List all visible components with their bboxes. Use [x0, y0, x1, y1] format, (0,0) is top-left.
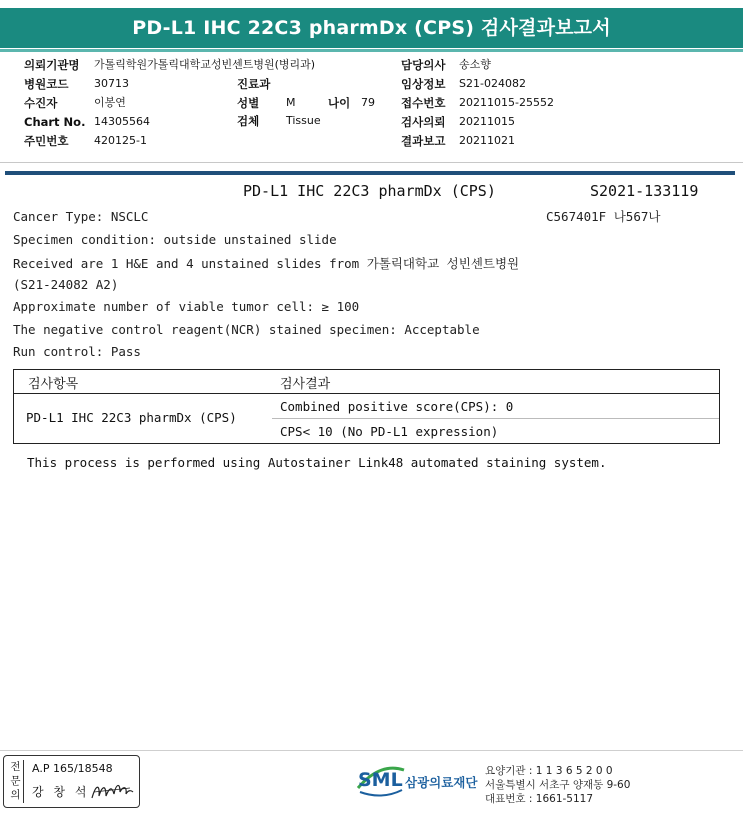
- chart-label: Chart No.: [24, 115, 86, 129]
- org-code: 요양기관 : 1 1 3 6 5 2 0 0: [485, 765, 613, 777]
- block-id: C567401F 나567나: [546, 209, 661, 224]
- section-rule: [5, 171, 735, 175]
- specialist-label: 전문의: [8, 760, 24, 803]
- department-label: 진료과: [237, 77, 271, 91]
- age-label: 나이: [328, 96, 351, 110]
- signature-image: [90, 778, 134, 804]
- cps-score: Combined positive score(CPS): 0: [280, 399, 514, 414]
- age-value: 79: [361, 96, 375, 109]
- negative-control: The negative control reagent(NCR) stained specimen: Acceptable: [13, 322, 480, 337]
- sex-value: M: [286, 96, 296, 109]
- hospital-code-label: 병원코드: [24, 77, 69, 91]
- hospital-code-value: 30713: [94, 77, 129, 90]
- received-reference: (S21-24082 A2): [13, 277, 119, 292]
- doctor-value: 송소향: [459, 58, 491, 71]
- receipt-label: 접수번호: [401, 96, 446, 110]
- process-note: This process is performed using Autostainer Link48 automated staining system.: [27, 455, 607, 470]
- viable-tumor-cells: Approximate number of viable tumor cell: ≥ 100: [13, 299, 360, 314]
- cps-interpretation: CPS< 10 (No PD-L1 expression): [280, 424, 499, 439]
- org-phone: 대표번호 : 1661-5117: [485, 793, 594, 805]
- clinical-value: S21-024082: [459, 77, 526, 90]
- test-item: PD-L1 IHC 22C3 pharmDx (CPS): [26, 410, 237, 425]
- patient-value: 이봉연: [94, 96, 126, 109]
- col-item-header: 검사항목: [28, 377, 79, 392]
- org-address: 서울특별시 서초구 양재동 9-60: [485, 779, 631, 791]
- run-control: Run control: Pass: [13, 344, 141, 359]
- chart-value: 14305564: [94, 115, 150, 128]
- specimen-label: 검체: [237, 114, 260, 128]
- result-row-divider: [272, 418, 719, 419]
- test-name-heading: PD-L1 IHC 22C3 pharmDx (CPS): [243, 182, 496, 200]
- footer-divider: [0, 750, 743, 751]
- institution-label: 의뢰기관명: [24, 58, 80, 72]
- divider: [0, 162, 743, 163]
- clinical-label: 임상정보: [401, 77, 446, 91]
- request-value: 20211015: [459, 115, 515, 128]
- patient-label: 수진자: [24, 96, 58, 110]
- org-name: 삼광의료재단: [405, 775, 478, 790]
- received-slides: Received are 1 H&E and 4 unstained slides from 가톨릭대학교 성빈센트병원: [13, 256, 520, 271]
- specimen-value: Tissue: [286, 114, 321, 127]
- id-value: 420125-1: [94, 134, 147, 147]
- receipt-value: 20211015-25552: [459, 96, 554, 109]
- institution-value: 가톨릭학원가톨릭대학교성빈센트병원(병리과): [94, 58, 316, 71]
- patient-info: [0, 0, 743, 160]
- request-label: 검사의뢰: [401, 115, 446, 129]
- sex-label: 성별: [237, 96, 260, 110]
- signature-box: [3, 755, 140, 808]
- report-date-label: 결과보고: [401, 134, 446, 148]
- report-title: PD-L1 IHC 22C3 pharmDx (CPS) 검사결과보고서: [0, 8, 743, 48]
- report-date-value: 20211021: [459, 134, 515, 147]
- cancer-type: Cancer Type: NSCLC: [13, 209, 149, 224]
- doctor-label: 담당의사: [401, 58, 446, 72]
- col-result-header: 검사결과: [280, 377, 331, 392]
- specialist-license: A.P 165/18548: [32, 762, 113, 775]
- report-number: S2021-133119: [590, 182, 699, 200]
- specialist-name: 강 창 석: [32, 785, 90, 799]
- logo-mark: SML: [358, 769, 403, 791]
- id-label: 주민번호: [24, 134, 69, 148]
- table-header-divider: [14, 393, 719, 394]
- result-table: [13, 369, 720, 444]
- specimen-condition: Specimen condition: outside unstained slide: [13, 232, 337, 247]
